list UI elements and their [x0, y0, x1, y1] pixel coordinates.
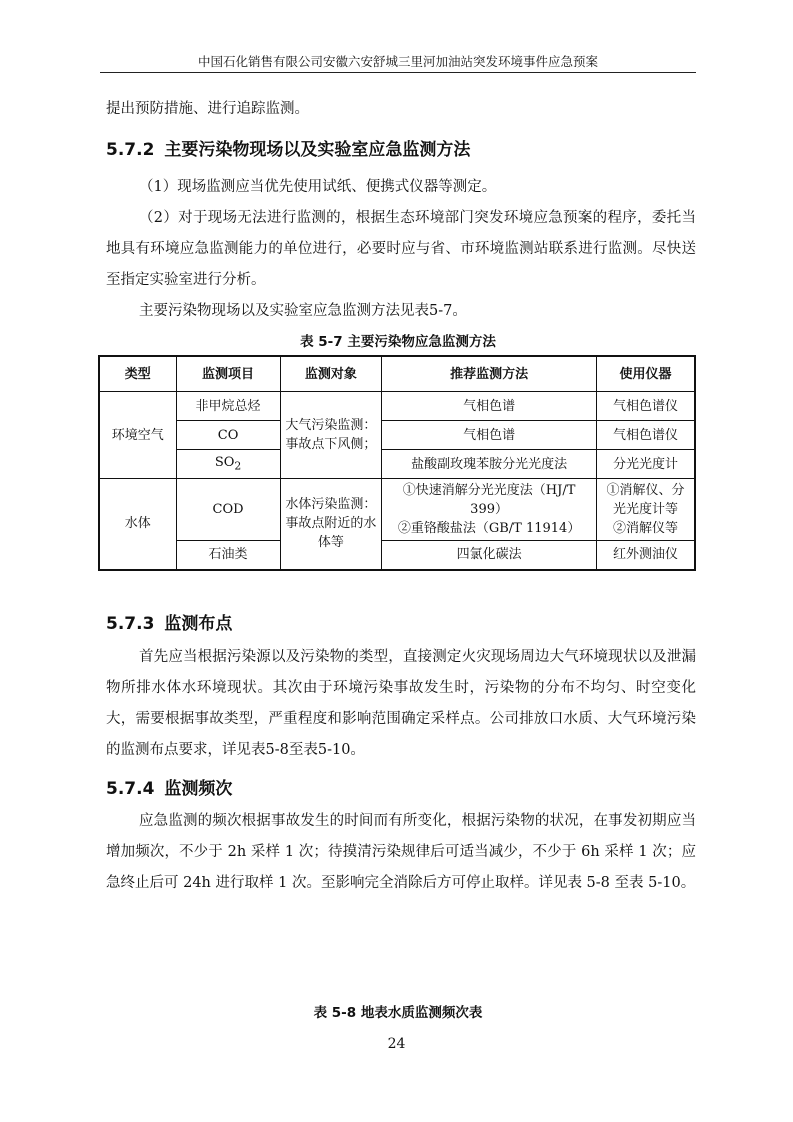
paragraph-sampling-points: 首先应当根据污染源以及污染物的类型，直接测定火灾现场周边大气环境现状以及泄漏物所排水体水环境现状。其次由于环境污染事故发生时，污染物的分布不均匀、时空变化大，需要根据事故类型，严重程度和影响范围确定采样点。公司排放口水质、大气环境污染的监测布点要求，详见表5-8至表5-10。 — [106, 649, 696, 758]
cell-method: 气相色谱 — [382, 421, 597, 450]
cell-item: 石油类 — [176, 541, 280, 570]
pollutant-monitoring-table — [98, 355, 696, 571]
header-type: 类型 — [99, 356, 176, 392]
page-header: 中国石化销售有限公司安徽六安舒城三里河加油站突发环境事件应急预案 — [197, 54, 598, 69]
cell-type-water: 水体 — [99, 479, 176, 570]
table-row — [99, 421, 695, 450]
method-line: ①快速消解分光光度法（HJ/T 399） — [402, 483, 576, 517]
instrument-line: ①消解仪、分光光度计等 — [606, 483, 685, 517]
section-title: 监测频次 — [164, 779, 233, 799]
section-number: 5.7.3 — [106, 614, 155, 634]
cell-instrument: 气相色谱仪 — [597, 392, 695, 421]
section-title: 主要污染物现场以及实验室应急监测方法 — [164, 140, 471, 160]
instrument-line: ②消解仪等 — [613, 521, 679, 536]
so2-formula: SO — [214, 454, 235, 470]
header-item: 监测项目 — [176, 356, 280, 392]
cell-item: CO — [176, 421, 280, 450]
section-heading-5-7-4 — [106, 774, 232, 799]
page-number: 24 — [387, 1036, 406, 1052]
cell-object-water: 水体污染监测：事故点附近的水体等 — [280, 479, 382, 570]
header-object: 监测对象 — [280, 356, 382, 392]
cell-type-air: 环境空气 — [99, 392, 176, 479]
cell-instrument: 气相色谱仪 — [597, 421, 695, 450]
table-5-7-caption: 表 5-7 主要污染物应急监测方法 — [300, 334, 496, 350]
cell-item: 非甲烷总烃 — [176, 392, 280, 421]
cell-item: COD — [176, 479, 280, 541]
section-heading-5-7-2 — [106, 135, 470, 160]
so2-subscript: 2 — [234, 459, 242, 473]
cell-method: 气相色谱 — [382, 392, 597, 421]
cell-instrument: 红外测油仪 — [597, 541, 695, 570]
cell-method: 盐酸副玫瑰苯胺分光光度法 — [382, 450, 597, 479]
table-row — [99, 479, 695, 541]
section-number: 5.7.4 — [106, 779, 155, 799]
table-5-8-caption: 表 5-8 地表水质监测频次表 — [313, 1005, 483, 1021]
paragraph-table-ref: 主要污染物现场以及实验室应急监测方法见表5-7。 — [139, 303, 467, 319]
section-number: 5.7.2 — [106, 140, 155, 160]
header-instrument: 使用仪器 — [597, 356, 695, 392]
section-heading-5-7-3 — [106, 609, 232, 634]
header-method: 推荐监测方法 — [382, 356, 597, 392]
table-row — [99, 541, 695, 570]
table-header-row — [99, 356, 695, 392]
cell-instrument: 分光光度计 — [597, 450, 695, 479]
cell-item — [176, 450, 280, 479]
table-row — [99, 450, 695, 479]
cell-object-air: 大气污染监测：事故点下风侧； — [280, 392, 382, 479]
cell-method: 四氯化碳法 — [382, 541, 597, 570]
section-title: 监测布点 — [164, 614, 233, 634]
table-row — [99, 392, 695, 421]
intro-line: 提出预防措施、进行追踪监测。 — [106, 101, 309, 117]
paragraph-monitoring-2: （2）对于现场无法进行监测的，根据生态环境部门突发环境应急预案的程序，委托当地具有环境应急监测能力的单位进行，必要时应与省、市环境监测站联系进行监测。尽快送至指定实验室进行分析。 — [106, 210, 696, 288]
header-divider — [100, 72, 696, 73]
cell-method — [382, 479, 597, 541]
method-line: ②重铬酸盐法（GB/T 11914） — [397, 521, 581, 536]
paragraph-frequency: 应急监测的频次根据事故发生的时间而有所变化，根据污染物的状况，在事发初期应当增加频次，不少于 2h 采样 1 次；待摸清污染规律后可适当减少，不少于 6h 采样 1 次；应急终止后可 24h 进行取样 1 次。至影响完全消除后方可停止取样。详见表 5-8 至表 5-10。 — [106, 813, 696, 891]
cell-instrument — [597, 479, 695, 541]
paragraph-monitoring-1: （1）现场监测应当优先使用试纸、便携式仪器等测定。 — [139, 179, 497, 195]
